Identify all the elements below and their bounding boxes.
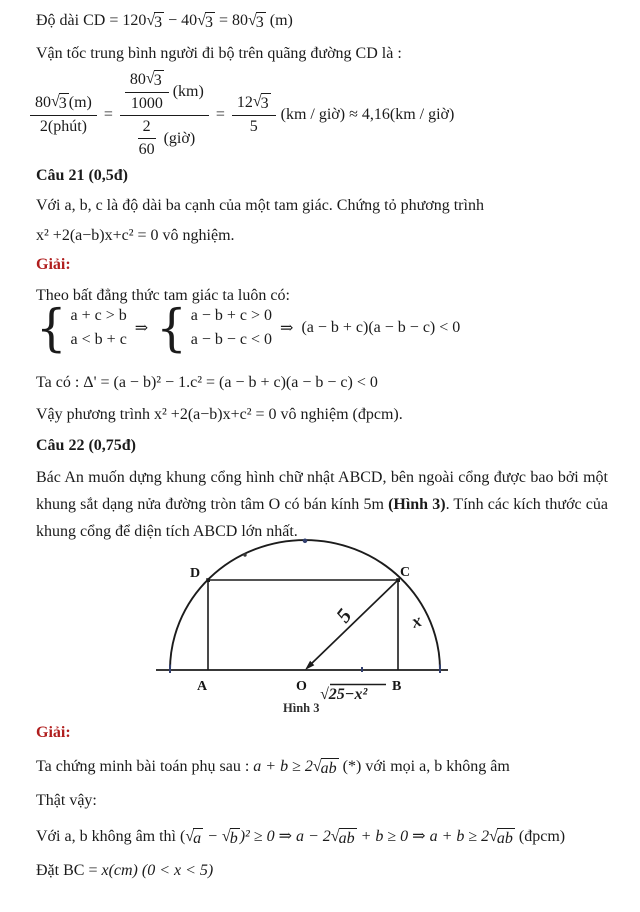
apex-dot	[303, 539, 308, 544]
unit-hours: (giờ)	[163, 129, 196, 147]
radical: √ ab	[489, 828, 513, 847]
fraction-hours: $\frac{2}{60}$	[138, 118, 155, 158]
radical: √ 3	[252, 93, 269, 112]
unit-km: (km)	[172, 82, 204, 100]
equals-sign: =	[215, 105, 225, 123]
set-bc-line: Đặt BC = x(cm) (0 < x < 5)	[36, 862, 214, 879]
vertex-dot-D	[206, 578, 210, 582]
label-A: A	[197, 679, 208, 694]
radical: √ ab	[330, 828, 355, 847]
fraction-km-per-h-nested	[120, 70, 209, 159]
radical: √ a	[185, 828, 202, 847]
triangle-inequality-note: Theo bất đẳng thức tam giác ta luôn có:	[36, 287, 290, 304]
conclusion-21: Vậy phương trình x² +2(a−b)x+c² = 0 vô nghiệm (đpcm).	[36, 406, 403, 423]
radical: √ b	[221, 828, 238, 847]
label-B: B	[392, 679, 402, 694]
label-D: D	[190, 566, 201, 581]
question-22-heading: Câu 22 (0,75đ)	[36, 437, 137, 454]
cd-length-text: Độ dài CD = 120	[36, 12, 147, 29]
case-group-1: a + c > b a < b + c	[70, 307, 127, 349]
solution-label-21: Giải:	[36, 256, 71, 273]
avg-speed-equation	[30, 70, 454, 159]
delta-line: Ta có : Δ' = (a − b)² − 1.c² = (a − b + c)(a − b − c) < 0	[36, 374, 378, 391]
implies-arrow: ⇒	[134, 320, 149, 338]
figure-caption: Hình 3	[283, 701, 320, 715]
handwritten-radius-5: 5	[331, 604, 357, 628]
radius-OC	[309, 580, 398, 666]
case-group-2: a − b + c > 0 a − b − c < 0	[190, 307, 273, 349]
lemma-proof-line: Với a, b không âm thì (√ a − √ b )² ≥ 0 ⇒ a − 2√ ab + b ≥ 0 ⇒ a + b ≥ 2√ ab (đpcm)	[36, 828, 566, 847]
product-inequality: (a − b + c)(a − b − c) < 0	[301, 319, 461, 337]
label-O: O	[296, 679, 307, 694]
figure-hinh-3	[150, 528, 460, 718]
figure-reference: (Hình 3)	[388, 496, 446, 513]
radical: √ 3	[247, 12, 264, 31]
question-21-statement-1: Với a, b, c là độ dài ba cạnh của một tam giác. Chứng tỏ phương trình	[36, 197, 484, 214]
equals-sign: =	[103, 105, 113, 123]
radical: √ 3	[51, 93, 67, 112]
lemma-line: Ta chứng minh bài toán phụ sau : a + b ≥ 2√ ab (*) với mọi a, b không âm	[36, 758, 510, 777]
handwritten-sqrt-25-x2: √25−x²	[320, 686, 368, 703]
speed-approximation: (km / giờ) ≈ 4,16(km / giờ)	[280, 105, 455, 123]
semicircle-arc	[170, 540, 440, 670]
inequality-system	[36, 298, 461, 358]
left-brace: {	[156, 298, 187, 358]
radical: √ 3	[197, 12, 213, 31]
radical: √ 3	[146, 12, 163, 31]
cd-length-line: Độ dài CD = 120√ 3 − 40√ 3 = 80√ 3 (m)	[36, 12, 293, 31]
radical: √ 3	[145, 70, 162, 89]
implies-arrow: ⇒	[280, 320, 294, 338]
question-21-statement-2: x² +2(a−b)x+c² = 0 vô nghiệm.	[36, 227, 235, 244]
fraction-result: 12 √ 3 5	[232, 93, 276, 136]
left-brace: {	[36, 298, 67, 358]
avg-speed-intro: Vận tốc trung bình người đi bộ trên quãng đường CD là :	[36, 45, 402, 62]
arc-dot	[243, 553, 246, 556]
radical: √ ab	[312, 758, 337, 777]
question-22-statement: Bác An muốn dựng khung cổng hình chữ nhật ABCD, bên ngoài cổng được bao bởi một khung sắt dạng nửa đường tròn tâm O có bán kính 5m (Hình 3). Tính các kích thước của khung cổng để diện tích ABCD lớn nhất.	[36, 469, 608, 540]
indeed-line: Thật vậy:	[36, 792, 97, 809]
label-C: C	[400, 565, 411, 580]
fraction-km: 80 √ 3 1000	[125, 70, 169, 113]
solution-label-22: Giải:	[36, 724, 71, 741]
handwritten-x: x	[409, 610, 424, 632]
fraction-m-per-min: 80 √ 3 (m) 2(phút)	[30, 93, 97, 136]
question-21-heading: Câu 21 (0,5đ)	[36, 167, 129, 184]
